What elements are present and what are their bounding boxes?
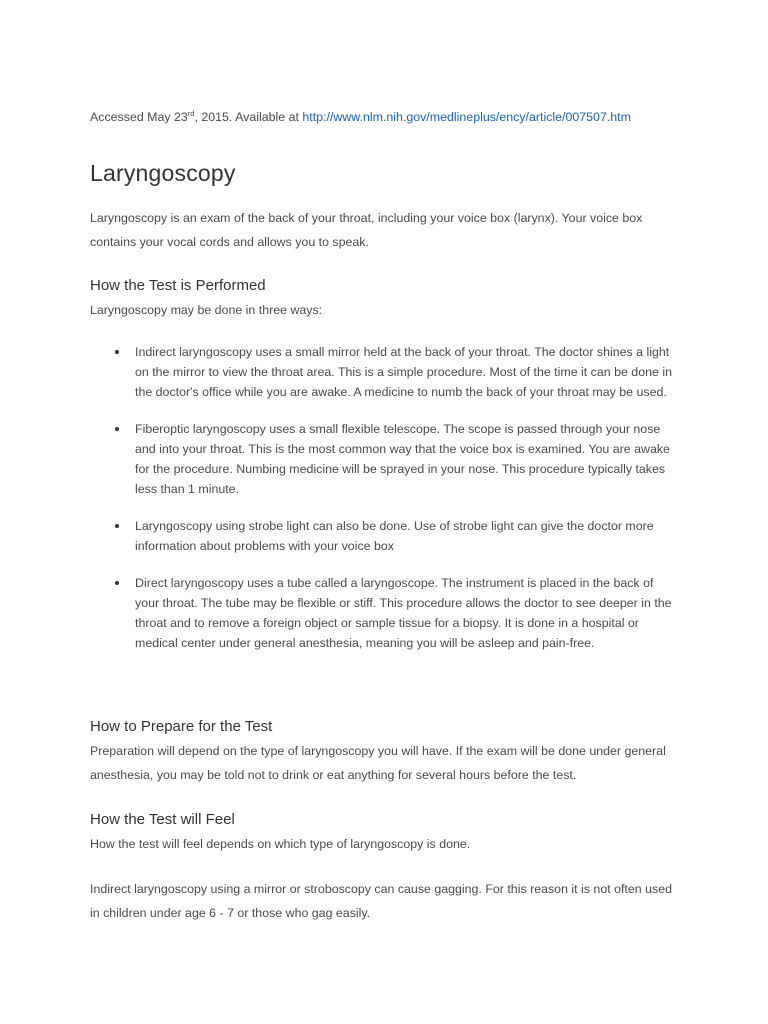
list-item-text: Fiberoptic laryngoscopy uses a small flexible telescope. The scope is passed through your nose and into your throat. This is the most common way that the voice box is examined. You are awake for the procedure. Numbing medicine will be sprayed in your nose. This procedure typically takes less than 1 minute. xyxy=(135,422,670,496)
list-item-text: Indirect laryngoscopy uses a small mirror held at the back of your throat. The doctor shines a light on the mirror to view the throat area. This is a simple procedure. Most of the time it can be done in the doctor's office while you are awake. A medicine to numb the back of your throat may be used. xyxy=(135,345,672,399)
performed-lead: Laryngoscopy may be done in three ways: xyxy=(90,303,323,317)
bullet-icon xyxy=(115,581,119,585)
list-item xyxy=(115,419,680,499)
page-title: Laryngoscopy xyxy=(90,160,236,186)
heading-prepare: How to Prepare for the Test xyxy=(90,718,273,735)
prepare-paragraph: Preparation will depend on the type of laryngoscopy you will have. If the exam will be done under general anesthesia, you may be told not to drink or eat anything for several hours before the test. xyxy=(90,744,666,782)
feel-paragraph-1: How the test will feel depends on which type of laryngoscopy is done. xyxy=(90,837,471,851)
list-item xyxy=(115,516,680,556)
source-link[interactable]: http://www.nlm.nih.gov/medlineplus/ency/article/007507.htm xyxy=(302,110,631,124)
feel-paragraph-2: Indirect laryngoscopy using a mirror or stroboscopy can cause gagging. For this reason it is not often used in children under age 6 - 7 or those who gag easily. xyxy=(90,882,672,920)
heading-feel: How the Test will Feel xyxy=(90,811,235,828)
bullet-icon xyxy=(115,427,119,431)
heading-performed: How the Test is Performed xyxy=(90,277,266,294)
access-suffix: , 2015. Available at xyxy=(194,110,303,124)
bullet-icon xyxy=(115,350,119,354)
access-prefix: Accessed May 23 xyxy=(90,110,188,124)
list-item xyxy=(115,342,680,402)
list-item xyxy=(115,573,680,653)
list-item-text: Laryngoscopy using strobe light can also be done. Use of strobe light can give the doctor more information about problems with your voice box xyxy=(135,519,654,553)
procedure-list xyxy=(115,342,680,670)
intro-paragraph: Laryngoscopy is an exam of the back of your throat, including your voice box (larynx). Your voice box contains your vocal cords and allows you to speak. xyxy=(90,211,643,249)
access-citation xyxy=(90,109,631,124)
access-superscript: rd xyxy=(187,109,195,118)
list-item-text: Direct laryngoscopy uses a tube called a laryngoscope. The instrument is placed in the back of your throat. The tube may be flexible or stiff. This procedure allows the doctor to see deeper in the throat and to remove a foreign object or sample tissue for a biopsy. It is done in a hospital or medical center under general anesthesia, meaning you will be asleep and pain-free. xyxy=(135,576,672,650)
bullet-icon xyxy=(115,524,119,528)
